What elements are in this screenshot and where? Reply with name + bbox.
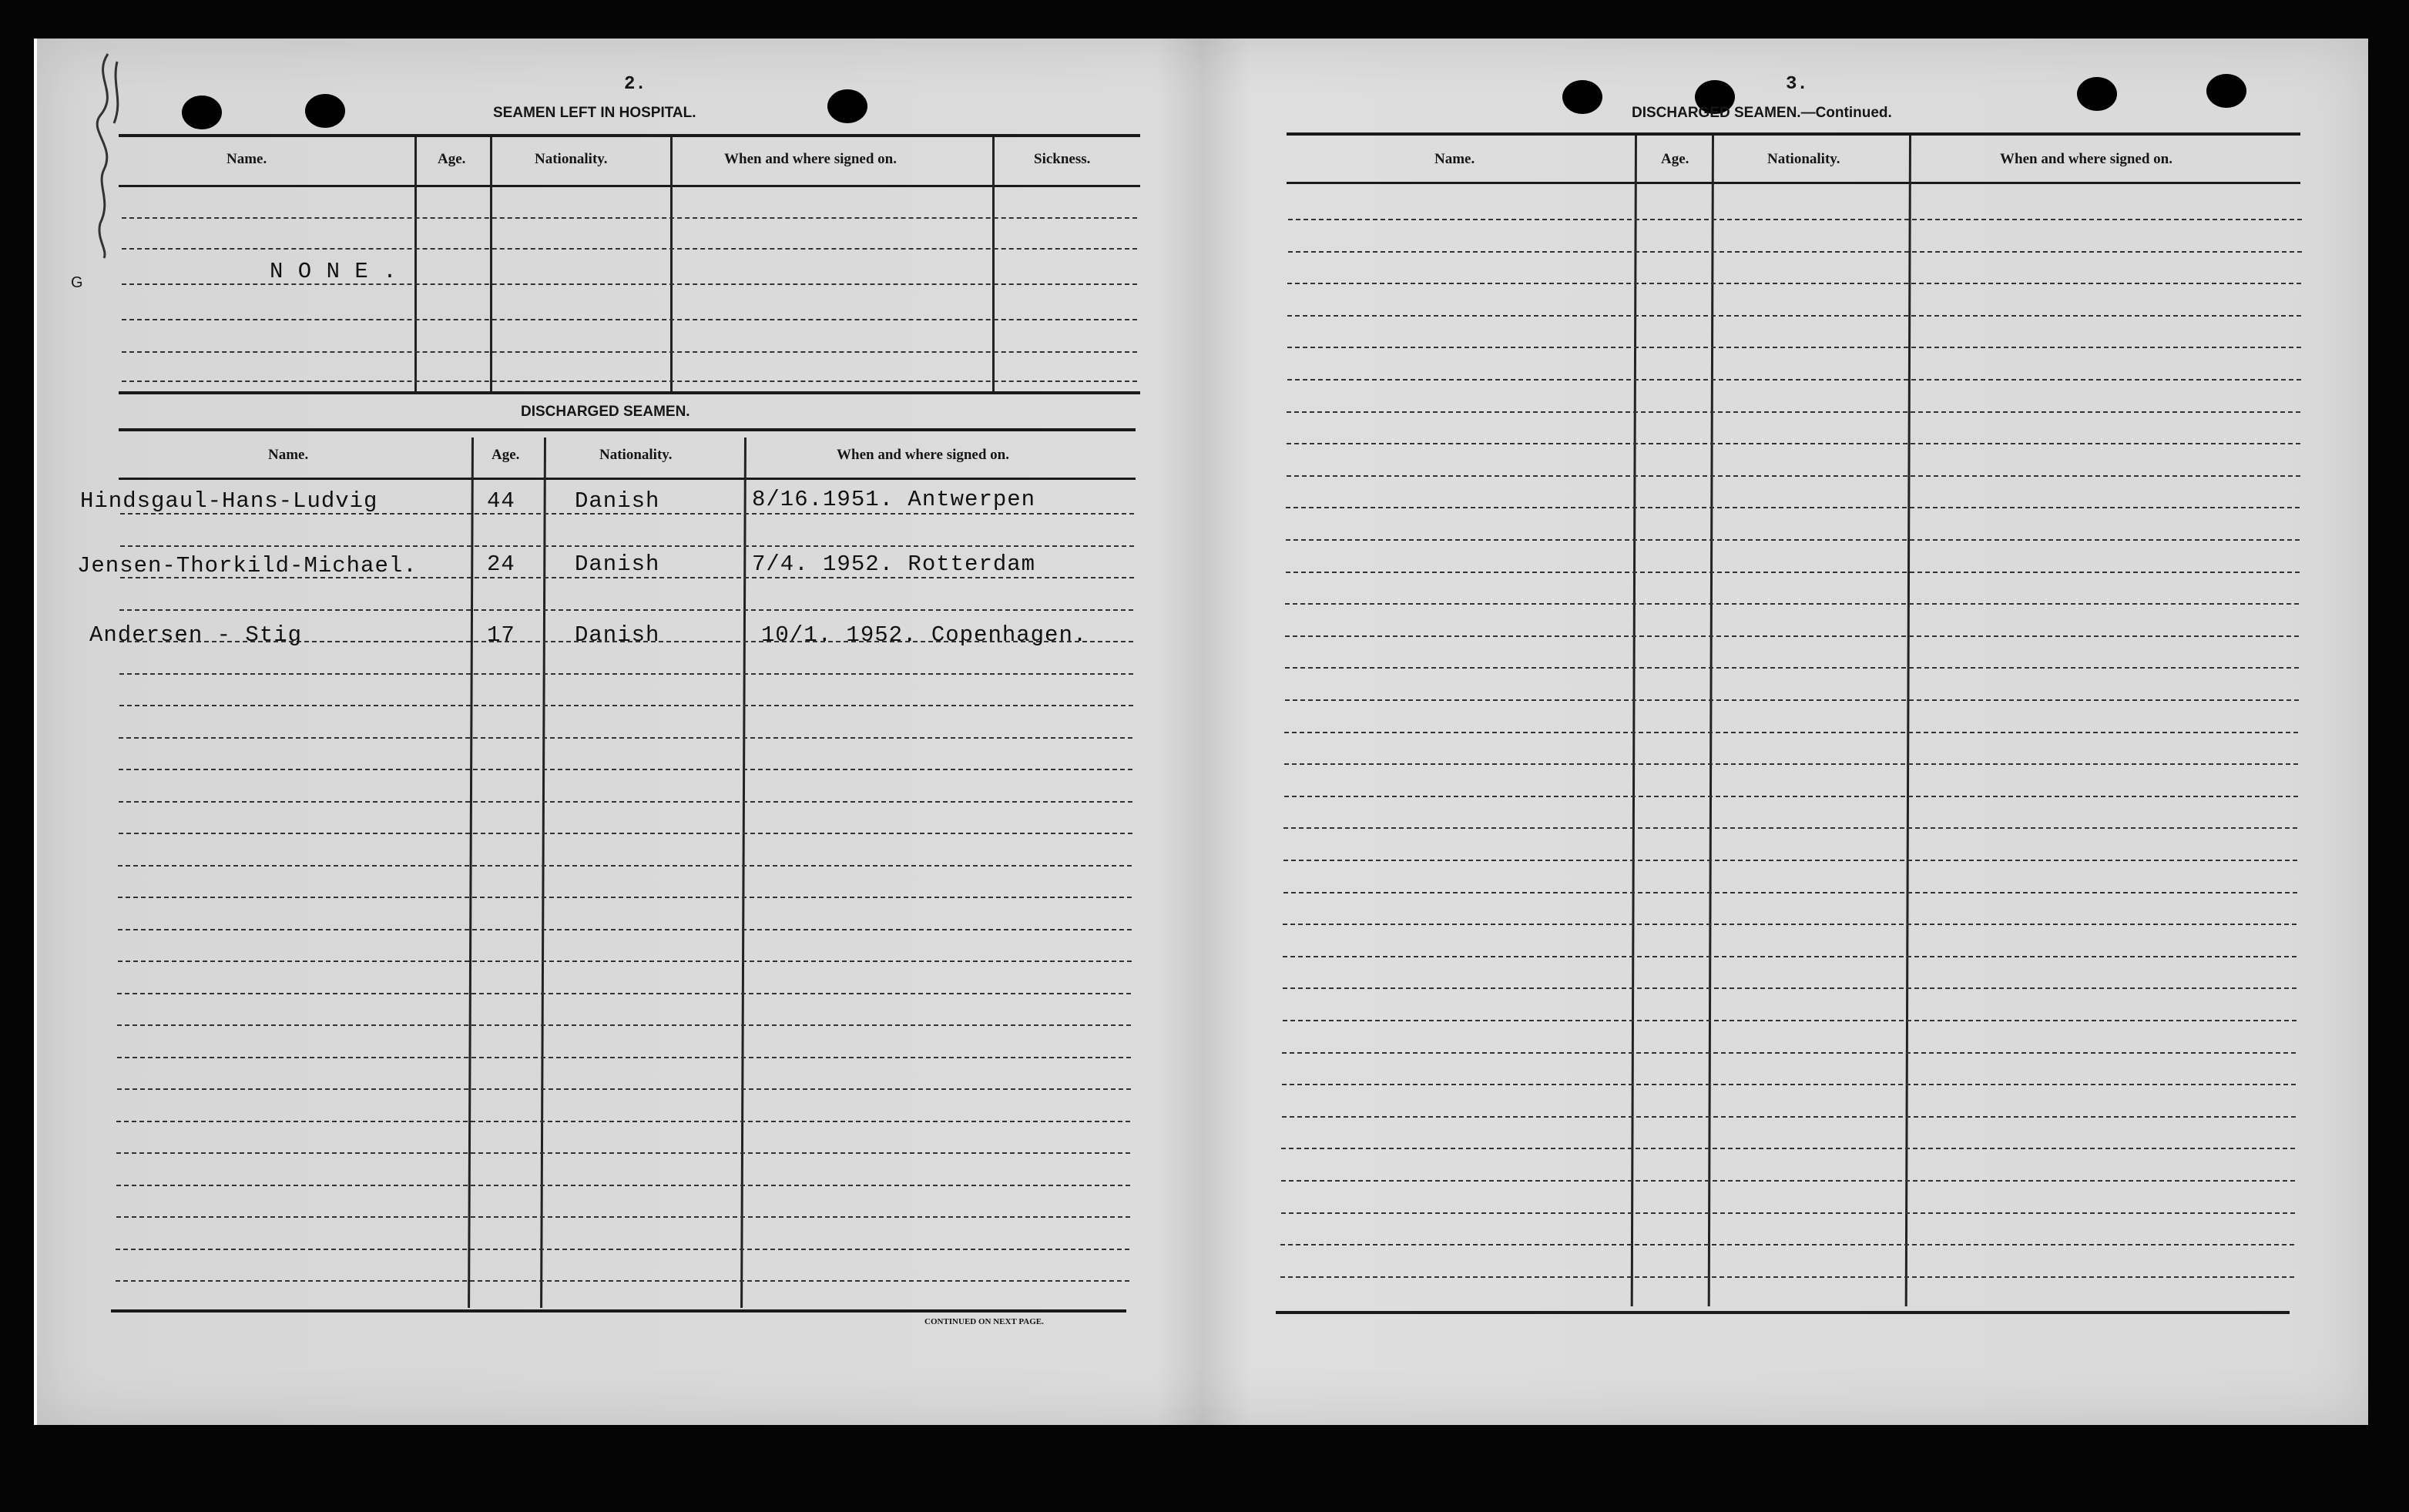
ruled-line	[1286, 539, 2300, 541]
ruled-line	[1287, 283, 2301, 284]
table-row-age: 17	[487, 622, 515, 648]
ruled-line	[1284, 796, 2298, 797]
ruled-line	[120, 545, 1134, 547]
ruled-line	[1283, 860, 2297, 861]
table-row-nationality: Danish	[575, 551, 660, 577]
table-row-age: 24	[487, 551, 515, 577]
right-bottom-rule	[1276, 1311, 2290, 1314]
ruled-line	[122, 217, 1137, 219]
margin-letter: G	[71, 274, 83, 291]
col-header-nationality: Nationality.	[535, 151, 608, 167]
ruled-line	[116, 1121, 1130, 1122]
discharged-section-title: DISCHARGED SEAMEN.	[521, 404, 690, 420]
ruled-line	[1287, 347, 2301, 348]
ruled-line	[118, 897, 1132, 898]
punch-hole	[827, 89, 867, 123]
table-row-age: 44	[487, 488, 515, 514]
table-row-signed-on: 10/1. 1952. Copenhagen.	[761, 622, 1088, 648]
ruled-line	[119, 609, 1133, 611]
ruled-line	[1281, 1212, 2295, 1214]
table-row-signed-on: 8/16.1951. Antwerpen	[752, 487, 1036, 512]
ruled-line	[119, 673, 1133, 675]
ruled-line	[1280, 1244, 2294, 1245]
ruled-line	[1283, 892, 2297, 893]
ruled-line	[116, 1280, 1129, 1282]
col-header-name: Name.	[268, 447, 309, 463]
ruled-line	[117, 1088, 1131, 1090]
ruled-line	[122, 351, 1137, 353]
hospital-top-rule	[119, 134, 1140, 137]
ruled-line	[119, 801, 1132, 803]
ruled-line	[1287, 443, 2300, 444]
ruled-line	[117, 993, 1131, 994]
hospital-section-title: SEAMEN LEFT IN HOSPITAL.	[493, 105, 696, 121]
ruled-line	[1281, 1148, 2295, 1149]
hospital-bottom-rule	[119, 391, 1140, 394]
discharged-bottom-rule	[111, 1309, 1126, 1313]
col-header-nationality: Nationality.	[1767, 151, 1840, 167]
punch-hole	[182, 96, 222, 129]
ruled-line	[1283, 956, 2297, 957]
table-row-name: Hindsgaul-Hans-Ludvig	[80, 488, 378, 514]
ruled-line	[1285, 699, 2299, 701]
table-row-nationality: Danish	[575, 622, 660, 648]
table-row-name: Andersen - Stig	[89, 622, 303, 648]
ruled-line	[1281, 1180, 2295, 1182]
ruled-line	[116, 1185, 1130, 1186]
table-row-signed-on: 7/4. 1952. Rotterdam	[752, 551, 1036, 577]
ruled-line	[122, 381, 1137, 382]
ruled-line	[116, 1216, 1130, 1218]
col-header-nationality: Nationality.	[599, 447, 673, 463]
page-number: 2.	[624, 74, 646, 95]
col-header-age: Age.	[438, 151, 466, 167]
ruled-line	[116, 1249, 1129, 1250]
ruled-line	[119, 833, 1132, 834]
punch-hole	[305, 94, 345, 128]
column-divider	[992, 137, 995, 391]
ruled-line	[119, 769, 1132, 770]
punch-hole	[2077, 77, 2117, 111]
punch-hole	[1562, 80, 1602, 114]
ruled-line	[117, 1057, 1131, 1058]
ruled-line	[122, 248, 1137, 250]
ruled-line	[119, 737, 1132, 739]
ruled-line	[116, 1152, 1130, 1154]
ruled-line	[1282, 1052, 2296, 1054]
ruled-line	[1285, 603, 2299, 605]
discharged-header-rule	[119, 478, 1136, 480]
right-header-rule	[1287, 182, 2300, 184]
ruled-line	[118, 865, 1132, 867]
hospital-none-entry: N O N E .	[270, 259, 398, 284]
col-header-name: Name.	[1434, 151, 1475, 167]
page-number: 3.	[1786, 74, 1808, 95]
column-divider	[670, 137, 673, 391]
ruled-line	[1280, 1276, 2294, 1278]
ruled-line	[1288, 251, 2302, 253]
ruled-line	[122, 319, 1137, 320]
col-header-sickness: Sickness.	[1034, 151, 1091, 167]
ruled-line	[1282, 1084, 2296, 1085]
handwritten-signature	[77, 46, 131, 262]
ruled-line	[118, 961, 1132, 962]
col-header-name: Name.	[226, 151, 267, 167]
ruled-line	[1287, 475, 2300, 477]
ruled-line	[1284, 763, 2298, 765]
ruled-line	[1285, 635, 2299, 637]
col-header-signed-on: When and where signed on.	[2000, 151, 2173, 167]
ruled-line	[1283, 987, 2297, 989]
continued-note: CONTINUED ON NEXT PAGE.	[924, 1317, 1044, 1326]
ruled-line	[1286, 507, 2300, 508]
ruled-line	[117, 1024, 1131, 1026]
ruled-line	[119, 705, 1133, 706]
ruled-line	[1287, 315, 2301, 317]
col-header-signed-on: When and where signed on.	[837, 447, 1010, 463]
ruled-line	[1283, 1020, 2297, 1021]
punch-hole	[2206, 74, 2246, 108]
ruled-line	[1288, 219, 2302, 220]
discharged-top-rule	[119, 428, 1136, 431]
ruled-line	[1287, 379, 2301, 381]
column-divider	[414, 137, 417, 391]
col-header-signed-on: When and where signed on.	[724, 151, 898, 167]
col-header-age: Age.	[492, 447, 520, 463]
ruled-line	[1284, 732, 2298, 733]
col-header-age: Age.	[1661, 151, 1689, 167]
ruled-line	[1285, 667, 2299, 669]
table-row-name: Jensen-Thorkild-Michael.	[77, 553, 418, 578]
ruled-line	[1283, 924, 2297, 925]
ruled-line	[1287, 411, 2300, 413]
ruled-line	[1282, 1116, 2296, 1118]
ruled-line	[118, 929, 1132, 930]
hospital-header-rule	[119, 185, 1140, 187]
discharged-continued-title: DISCHARGED SEAMEN.—Continued.	[1632, 105, 1892, 121]
ruled-line	[1286, 572, 2300, 573]
ruled-line	[1283, 827, 2297, 829]
right-top-rule	[1287, 132, 2300, 136]
column-divider	[490, 137, 492, 391]
table-row-nationality: Danish	[575, 488, 660, 514]
